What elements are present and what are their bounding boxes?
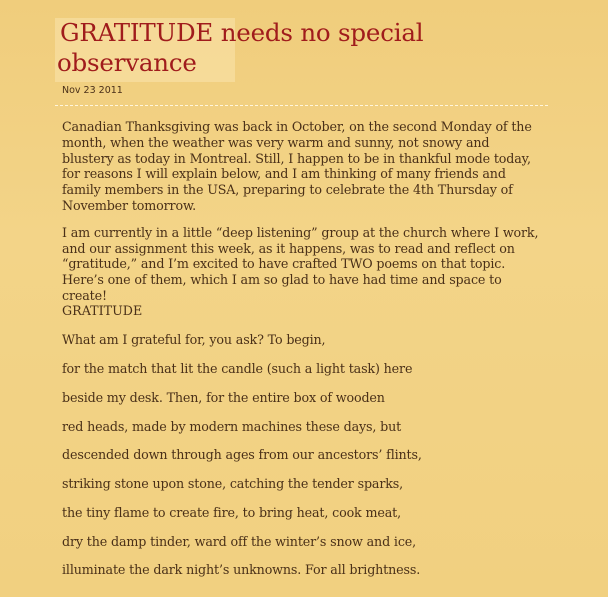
- poem-line: the tiny flame to create fire, to bring heat, cook meat,: [62, 505, 401, 520]
- poem-line: illuminate the dark night’s unknowns. For all brightness.: [62, 562, 421, 577]
- title-divider: [55, 105, 548, 106]
- poem-line: dry the damp tinder, ward off the winter’s snow and ice,: [62, 534, 417, 549]
- poem-line: for the match that lit the candle (such a light task) here: [62, 361, 413, 376]
- post-title[interactable]: [57, 18, 557, 78]
- post-title-line-2[interactable]: observance: [57, 48, 197, 77]
- poem-line: red heads, made by modern machines these days, but: [62, 419, 402, 434]
- post-date: Nov 23 2011: [62, 85, 123, 96]
- post-body: [62, 119, 542, 315]
- post-title-line-1[interactable]: GRATITUDE needs no special: [60, 18, 424, 47]
- poem-line: striking stone upon stone, catching the tender sparks,: [62, 476, 404, 491]
- paragraph-2: I am currently in a little “deep listening” group at the church where I work, and our assignment this week, as it happens, was to read and reflect on “gratitude,” and I’m excited to have crafted TWO poems on that topic. Here’s one of them, which I am so glad to have had time and space to create!: [62, 224, 539, 303]
- poem-title: GRATITUDE: [62, 303, 143, 318]
- poem-line: descended down through ages from our ancestors’ flints,: [62, 447, 422, 462]
- poem-line: beside my desk. Then, for the entire box of wooden: [62, 390, 385, 405]
- poem-line: What am I grateful for, you ask? To begin,: [62, 332, 326, 347]
- paragraph-1: Canadian Thanksgiving was back in October, on the second Monday of the month, when the weather was very warm and sunny, not snowy and blustery as today in Montreal. Still, I happen to be in thankful mode today, for reasons I will explain below, and I am thinking of many friends and family members in the USA, preparing to celebrate the 4th Thursday of November tomorrow.: [62, 119, 532, 213]
